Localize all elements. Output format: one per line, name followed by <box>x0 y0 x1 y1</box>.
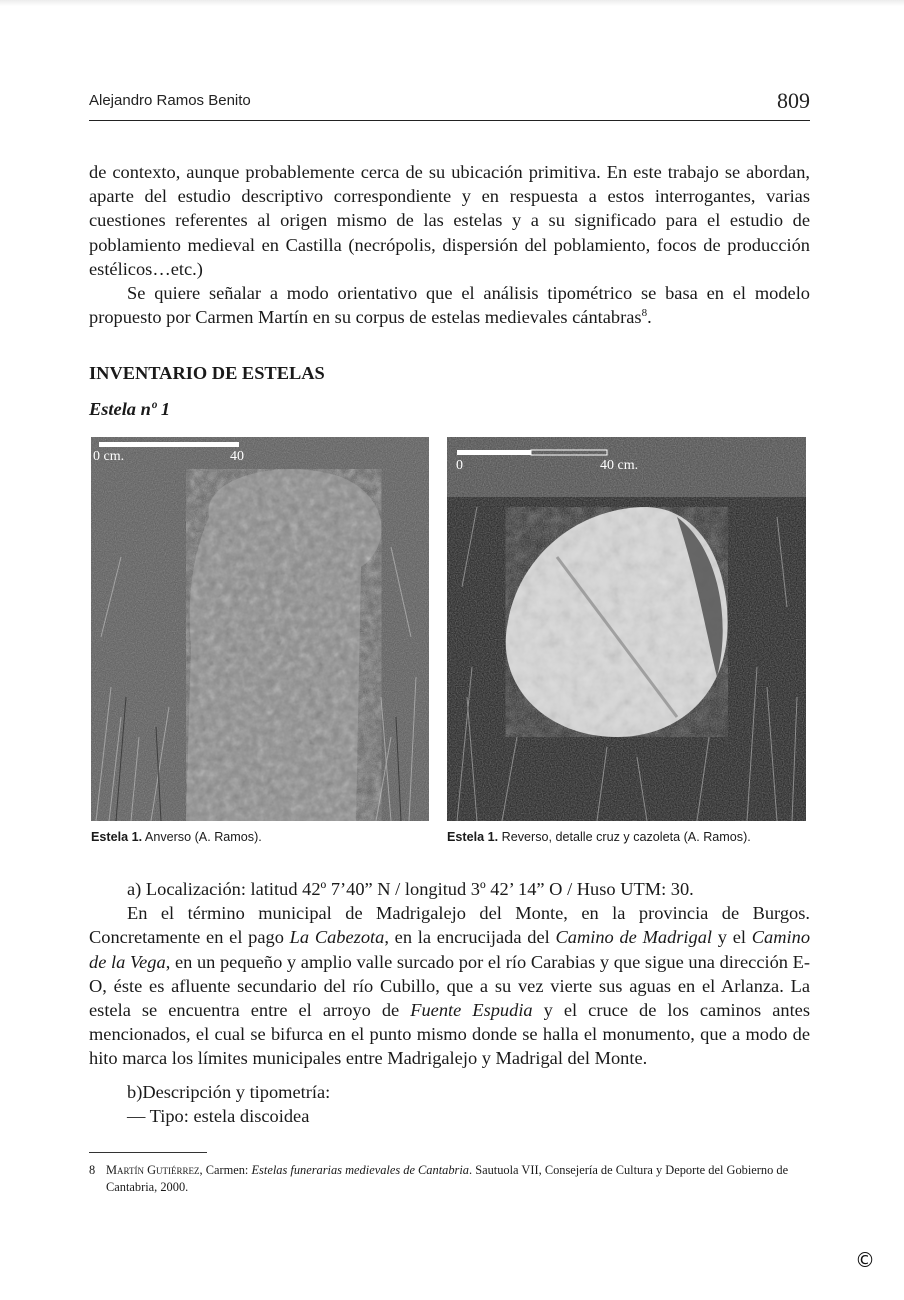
location-text-1: En el término municipal de Madrigalejo del Monte, en la provincia de Burgos. Concretamente en el pago <box>89 903 810 948</box>
scale-label-end: 40 <box>230 449 244 464</box>
caption-label: Estela 1. <box>91 830 143 844</box>
scale-bar-solid <box>457 450 531 455</box>
intro-paragraph-2 <box>89 281 810 329</box>
copyright-icon: © <box>855 1248 875 1272</box>
scan-edge <box>0 0 904 6</box>
footnote <box>89 1162 810 1196</box>
footnote-number: 8 <box>89 1163 96 1177</box>
location-text <box>89 877 810 1071</box>
page-number: 809 <box>777 88 810 113</box>
caption-text: Anverso (A. Ramos). <box>142 830 262 844</box>
location-line-a: a) Localización: latitud 42º 7’40” N / longitud 3º 42’ 14” O / Huso UTM: 30. <box>127 879 694 899</box>
subsection-title: Estela nº 1 <box>89 399 171 419</box>
section-title: INVENTARIO DE ESTELAS <box>89 363 325 383</box>
intro-paragraph-2-text: Se quiere señalar a modo orientativo que el análisis tipométrico se basa en el modelo propuesto por Carmen Martín en su corpus de estelas medievales cántabras <box>89 283 810 328</box>
intro-text <box>89 160 810 329</box>
scale-label-end: 40 cm. <box>600 458 639 473</box>
footnote-rule <box>89 1152 207 1153</box>
caption-text: Reverso, detalle cruz y cazoleta (A. Ramos). <box>498 830 751 844</box>
place-name-camino-vega: Camino de la Vega <box>89 927 811 972</box>
estela-1-reverso-photo <box>447 437 806 821</box>
stone-reverso-illustration <box>447 437 806 821</box>
figure-caption-left <box>91 830 262 844</box>
location-text-4: , en un pequeño y amplio valle surcado por el río Carabias y que sigue una dirección E-O, éste es afluente secundario del río Cubillo, que a su vez vierte sus aguas en el Arlanza. La estela se encuentra entre el arroyo de <box>89 951 810 1021</box>
intro-paragraph-2-end: . <box>647 307 652 328</box>
location-text-5: y el cruce de los caminos antes mencionados, el cual se bifurca en el punto mismo donde se halla el monumento, que a modo de hito marca los límites municipales entre Madrigalejo y Madrigal del Monte. <box>89 1000 810 1069</box>
footnote-rest: . Sautuola VII, Consejería de Cultura y Deporte del Gobierno de Cantabria, 2000. <box>106 1163 789 1194</box>
running-header <box>89 88 810 121</box>
caption-label: Estela 1. <box>447 830 499 844</box>
location-text-2: , en la encrucijada del <box>384 927 556 948</box>
location-text-3: y el <box>712 927 752 948</box>
intro-paragraph-1: de contexto, aunque probablemente cerca de su ubicación primitiva. En este trabajo se abordan, aparte del estudio descriptivo correspondiente y en respuesta a estos interrogantes, varias cuestiones referentes al origen mismo de las estelas y a su significado para el estudio de poblamiento medieval en Castilla (necrópolis, dispersión del poblamiento, focos de producción estélicos…etc.) <box>89 162 810 279</box>
description-heading: b)Descripción y tipometría: <box>127 1082 331 1102</box>
footnote-author-rest: , Carmen: <box>199 1163 252 1177</box>
place-name-camino-madrigal: Camino de Madrigal <box>555 927 713 948</box>
scale-label-start: 0 <box>456 458 463 473</box>
scale-bar <box>99 442 239 447</box>
description-type: — Tipo: estela discoidea <box>127 1106 310 1126</box>
figure-caption-right <box>447 830 751 844</box>
footnote-title: Estelas funerarias medievales de Cantabria <box>251 1163 469 1177</box>
place-name-fuente-espudia: Fuente Espudia <box>410 1000 533 1021</box>
running-header-author: Alejandro Ramos Benito <box>89 92 251 109</box>
stone-anverso-illustration <box>91 437 429 821</box>
footnote-author: Martín Gutiérrez <box>106 1163 200 1177</box>
estela-1-anverso-photo <box>91 437 429 821</box>
place-name-cabezota: La Cabezota <box>289 927 385 948</box>
footnote-reference[interactable]: 8 <box>641 307 648 320</box>
scale-label-start: 0 cm. <box>93 449 125 464</box>
location-paragraph <box>89 901 810 1070</box>
